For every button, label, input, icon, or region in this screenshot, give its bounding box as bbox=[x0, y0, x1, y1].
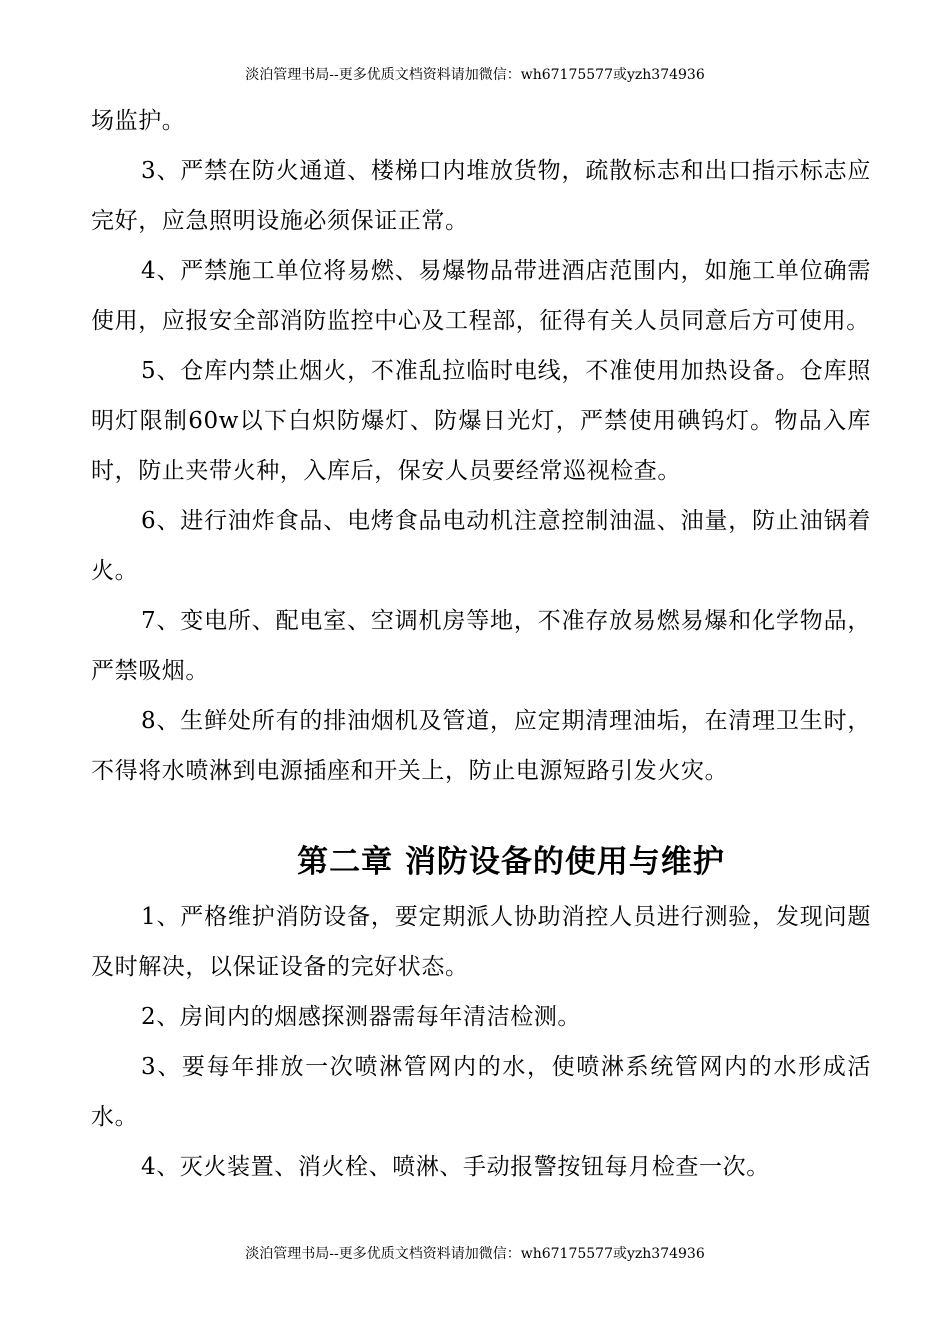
continuation-paragraph: 场监护。 bbox=[91, 108, 186, 134]
rule-item-5: 5、仓库内禁止烟火，不准乱拉临时电线，不准使用加热设备。仓库照明灯限制60w以下白炽防爆灯、防爆日光灯，严禁使用碘钨灯。物品入库时，防止夹带火种，入库后，保安人员要经常巡视检查。 bbox=[91, 358, 871, 484]
section-spacer bbox=[91, 796, 871, 832]
equipment-item-2: 2、房间内的烟感探测器需每年清洁检测。 bbox=[141, 1004, 582, 1030]
document-body bbox=[91, 96, 871, 1192]
page-header-watermark: 淡泊管理书局--更多优质文档资料请加微信：wh67175577或yzh374936 bbox=[245, 67, 705, 83]
rule-item-7: 7、变电所、配电室、空调机房等地，不准存放易燃易爆和化学物品，严禁吸烟。 bbox=[91, 608, 871, 684]
page-footer-watermark: 淡泊管理书局--更多优质文档资料请加微信：wh67175577或yzh374936 bbox=[245, 1246, 705, 1262]
rule-item-6: 6、进行油炸食品、电烤食品电动机注意控制油温、油量，防止油锅着火。 bbox=[91, 508, 871, 584]
chapter-title: 第二章 消防设备的使用与维护 bbox=[297, 844, 725, 880]
equipment-item-4: 4、灭火装置、消火栓、喷淋、手动报警按钮每月检查一次。 bbox=[141, 1154, 770, 1180]
equipment-item-3: 3、要每年排放一次喷淋管网内的水，使喷淋系统管网内的水形成活水。 bbox=[91, 1054, 871, 1130]
equipment-item-1: 1、严格维护消防设备，要定期派人协助消控人员进行测验，发现问题及时解决，以保证设备的完好状态。 bbox=[91, 904, 871, 980]
rule-item-8: 8、生鲜处所有的排油烟机及管道，应定期清理油垢，在清理卫生时，不得将水喷淋到电源插座和开关上，防止电源短路引发火灾。 bbox=[91, 708, 871, 784]
rule-item-4: 4、严禁施工单位将易燃、易爆物品带进酒店范围内，如施工单位确需使用，应报安全部消防监控中心及工程部，征得有关人员同意后方可使用。 bbox=[91, 258, 871, 334]
rule-item-3: 3、严禁在防火通道、楼梯口内堆放货物，疏散标志和出口指示标志应完好，应急照明设施必须保证正常。 bbox=[91, 158, 871, 234]
